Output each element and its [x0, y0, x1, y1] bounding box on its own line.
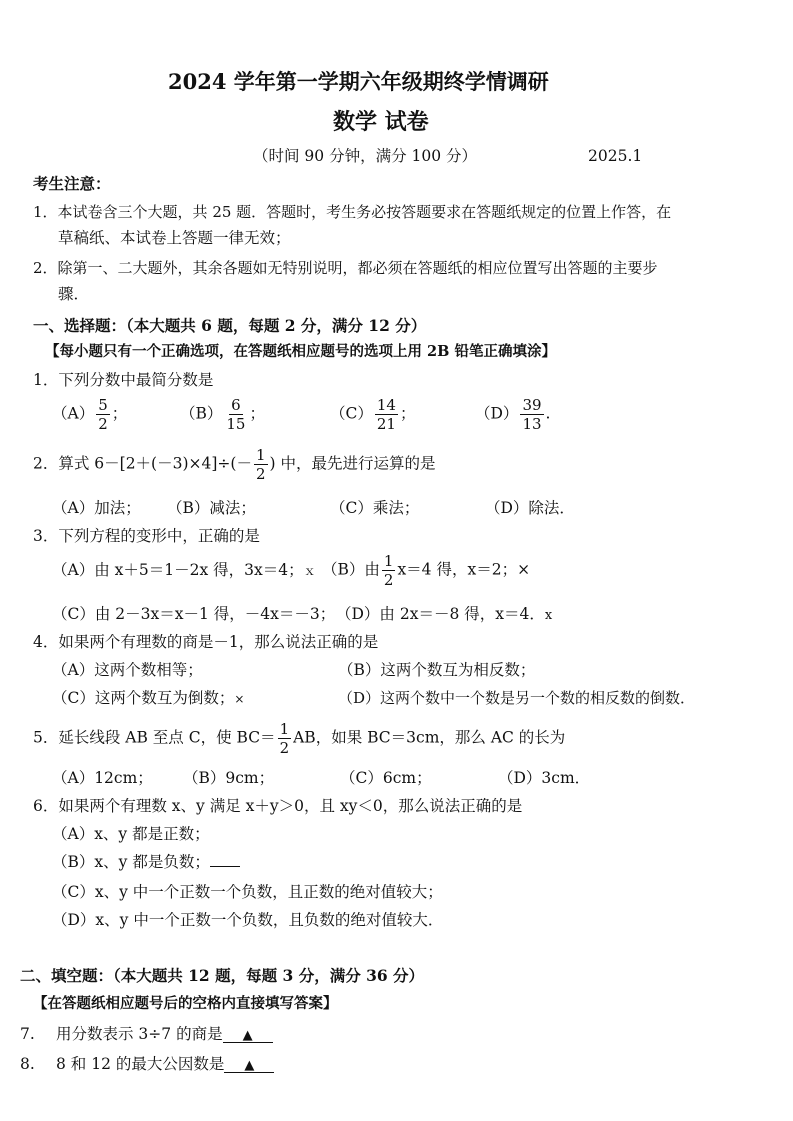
q6-stem: 6．如果两个有理数 x、y 满足 x＋y＞0，且 xy＜0，那么说法正确的是: [33, 797, 523, 815]
q7-stem: 用分数表示 3÷7 的商是 ▲: [56, 1024, 273, 1044]
q6-option-d: （D）x、y 中一个正数一个负数，且负数的绝对值较大．: [52, 911, 444, 929]
q2-option-a: （A）加法；: [52, 499, 141, 517]
q1-stem: 1．下列分数中最简分数是: [33, 371, 214, 389]
q1-option-c: （C） $\frac{14}{21}$ ；: [330, 396, 416, 433]
q3-option-c: （C）由 2－3x＝x－1 得，－4x＝－3；: [52, 605, 336, 623]
q3-mark-3: x: [544, 608, 553, 623]
q4-option-a: （A）这两个数相等；: [52, 661, 203, 679]
q8-answer-blank: ▲: [224, 1054, 274, 1073]
q4-option-d: （D）这两个数中一个数是另一个数的相反数的倒数．: [338, 689, 696, 707]
q3-mark-2: ×: [517, 560, 531, 579]
q8-stem: 8 和 12 的最大公因数是 ▲: [56, 1054, 274, 1074]
q2-option-d: （D）除法．: [485, 499, 575, 517]
q5-stem: 5．延长线段 AB 至点 C，使 BC＝ $\frac{1}{2}$ AB，如果 BC＝3cm，那么 AC 的长为: [33, 720, 566, 757]
section2-heading: 二、填空题：（本大题共 12 题，每题 3 分，满分 36 分）: [20, 966, 425, 985]
notice-item-1-cont: 草稿纸、本试卷上答题一律无效；: [58, 229, 291, 247]
q7-answer-blank: ▲: [223, 1024, 273, 1043]
notice-item-2: 2．除第一、二大题外，其余各题如无特别说明，都必须在答题纸的相应位置写出答题的主要步: [33, 259, 658, 277]
time-info: （时间 90 分钟，满分 100 分）: [253, 147, 478, 165]
q6-option-b: （B）x、y 都是负数；: [52, 852, 240, 872]
q3-option-d: （D）由 2x＝－8 得，x＝4．x: [336, 605, 553, 623]
q1-option-a: （A） $\frac{5}{2}$ ；: [52, 396, 128, 433]
q2-stem: 2．算式 6－[2＋(－3)×4]÷(－ $\frac{1}{2}$ ) 中，最先进行运算的是: [33, 446, 436, 483]
q4-option-c: （C）这两个数互为倒数；×: [52, 689, 245, 707]
q3-stem: 3．下列方程的变形中，正确的是: [33, 527, 260, 545]
q2-option-b: （B）减法；: [167, 499, 256, 517]
q3-option-b: （B）由 $\frac{1}{2}$ x＝4 得，x＝2；×: [322, 552, 531, 589]
notice-heading: 考生注意：: [33, 174, 111, 193]
q5-option-d: （D）3cm．: [498, 769, 591, 787]
q1-option-d: （D） $\frac{39}{13}$ .: [475, 396, 551, 433]
q3-mark-1: ｘ: [303, 564, 316, 578]
q5-option-a: （A）12cm；: [52, 769, 153, 787]
q6-option-a: （A）x、y 都是正数；: [52, 825, 210, 843]
notice-item-1: 1．本试卷含三个大题，共 25 题．答题时，考生务必按答题要求在答题纸规定的位置上作答，在: [33, 203, 672, 221]
q1-option-b: （B） $\frac{6}{15}$ ；: [180, 396, 265, 433]
section2-instruction: 【在答题纸相应题号后的空格内直接填写答案】: [33, 995, 338, 1012]
q4-mark: ×: [234, 692, 245, 706]
exam-subtitle: 数学 试卷: [333, 109, 429, 135]
q4-option-b: （B）这两个数互为相反数；: [338, 661, 536, 679]
notice-item-2-cont: 骤．: [58, 285, 90, 303]
q6-handwritten-mark: [210, 854, 240, 867]
q3-option-a: （A）由 x＋5＝1－2x 得，3x＝4；ｘ: [52, 561, 316, 579]
section1-instruction: 【每小题只有一个正确选项，在答题纸相应题号的选项上用 2B 铅笔正确填涂】: [45, 343, 556, 360]
q8-number: 8.: [20, 1055, 35, 1073]
section1-heading: 一、选择题：（本大题共 6 题，每题 2 分，满分 12 分）: [33, 316, 427, 335]
q5-option-b: （B）9cm；: [183, 769, 275, 787]
exam-title: 2024 学年第一学期六年级期终学情调研: [168, 69, 549, 94]
q2-option-c: （C）乘法；: [330, 499, 420, 517]
q4-stem: 4．如果两个有理数的商是－1，那么说法正确的是: [33, 633, 379, 651]
q5-option-c: （C）6cm；: [340, 769, 432, 787]
q6-option-c: （C）x、y 中一个正数一个负数，且正数的绝对值较大；: [52, 883, 443, 901]
q7-number: 7.: [20, 1025, 35, 1043]
exam-date: 2025.1: [588, 147, 643, 165]
